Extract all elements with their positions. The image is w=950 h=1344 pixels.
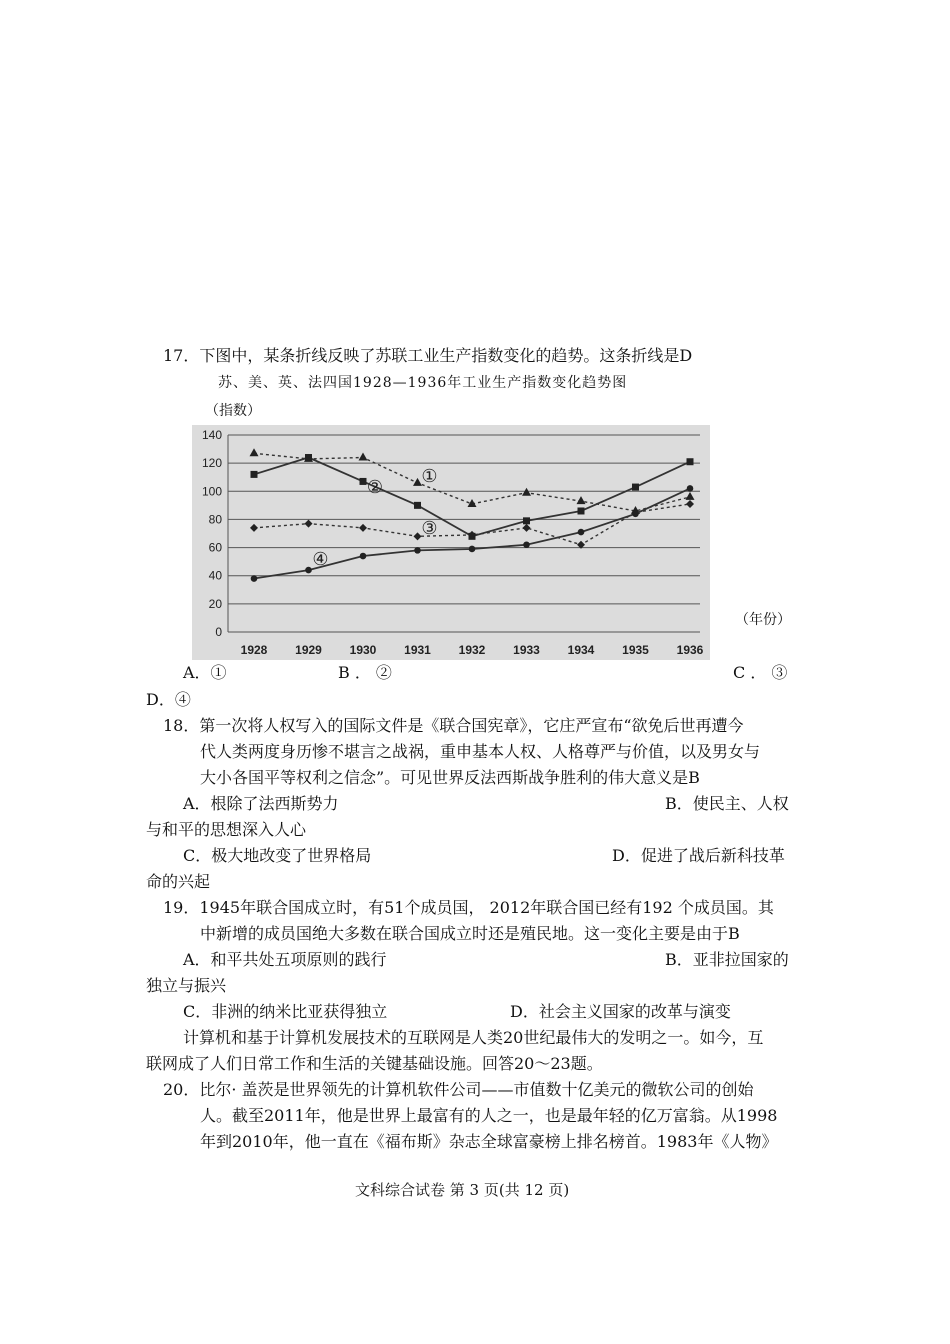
y-tick-label: 120 [201, 456, 222, 471]
q18-line-2: 代人类两度身历惨不堪言之战祸，重申基本人权、人格尊严与价值，以及男女与 [200, 742, 761, 761]
data-point-circle [469, 546, 476, 553]
q17-option-a: A．① [183, 663, 227, 682]
chart-title: 苏、美、英、法四国1928—1936年工业生产指数变化趋势图 [218, 375, 628, 391]
y-tick-label: 20 [208, 596, 222, 611]
data-point-square [305, 454, 312, 461]
series-label: ① [421, 465, 438, 487]
data-point-circle [305, 567, 312, 574]
y-tick-label: 60 [208, 540, 222, 555]
q19-option-b: B．亚非拉国家的 [665, 950, 789, 969]
q18-option-b: B．使民主、人权 [665, 794, 789, 813]
x-tick-label: 1935 [622, 643, 649, 657]
data-point-circle [523, 541, 530, 548]
x-tick-label: 1930 [349, 643, 377, 657]
q19-line-1: 19．1945年联合国成立时，有51个成员国， 2012年联合国已经有192 个成员国。其 [163, 898, 774, 917]
y-tick-label: 100 [201, 484, 222, 499]
data-point-square [687, 458, 694, 465]
q20-line-1: 20．比尔· 盖茨是世界领先的计算机软件公司——市值数十亿美元的微软公司的创始 [163, 1080, 754, 1099]
data-point-square [523, 517, 530, 524]
y-tick-label: 40 [208, 568, 222, 583]
q19-option-a: A．和平共处五项原则的践行 [183, 950, 387, 969]
q18-option-c: C．极大地改变了世界格局 [183, 846, 372, 865]
series-label: ② [366, 477, 384, 499]
x-tick-label: 1929 [295, 643, 322, 657]
series-label: ③ [421, 517, 438, 539]
y-tick-label: 80 [208, 512, 222, 527]
q19-option-d: D．社会主义国家的改革与演变 [510, 1002, 731, 1021]
x-tick-label: 1933 [513, 643, 540, 657]
chart-y-unit: （指数） [205, 403, 261, 419]
x-tick-label: 1932 [458, 643, 486, 657]
q17-option-c: C ． ③ [733, 663, 788, 682]
q19-line-2: 中新增的成员国绝大多数在联合国成立时还是殖民地。这一变化主要是由于B [200, 924, 740, 943]
data-point-circle [578, 529, 585, 536]
x-tick-label: 1931 [404, 643, 431, 657]
q19-option-b-cont: 独立与振兴 [146, 976, 227, 995]
q18-option-a: A．根除了法西斯势力 [183, 794, 339, 813]
q18-option-b-cont: 与和平的思想深入人心 [146, 820, 307, 839]
q17-option-b: B ． ② [338, 663, 392, 682]
q18-option-d: D．促进了战后新科技革 [612, 846, 785, 865]
industrial-index-chart [192, 425, 710, 660]
data-point-square [632, 484, 639, 491]
page-footer: 文科综合试卷 第 3 页(共 12 页) [355, 1181, 570, 1199]
data-point-square [251, 471, 258, 478]
data-point-circle [360, 553, 367, 560]
data-point-square [578, 507, 585, 514]
q20-line-2: 人。截至2011年，他是世界上最富有的人之一，也是最年轻的亿万富翁。从1998 [200, 1106, 778, 1125]
y-tick-label: 140 [201, 428, 222, 442]
chart-background [192, 425, 710, 660]
q17-option-d: D．④ [146, 690, 191, 709]
q17-stem: 17．下图中，某条折线反映了苏联工业生产指数变化的趋势。这条折线是D [163, 346, 693, 365]
q18-line-3: 大小各国平等权利之信念”。可见世界反法西斯战争胜利的伟大意义是B [200, 768, 700, 787]
x-tick-label: 1928 [240, 643, 268, 657]
q18-line-1: 18．第一次将人权写入的国际文件是《联合国宪章》，它庄严宣布“欲免后世再遭今 [163, 716, 744, 735]
q19-option-c: C．非洲的纳米比亚获得独立 [183, 1002, 388, 1021]
data-point-circle [687, 485, 694, 492]
data-point-circle [414, 547, 421, 554]
data-point-square [414, 502, 421, 509]
passage-line-1: 计算机和基于计算机发展技术的互联网是人类20世纪最伟大的发明之一。如今，互 [183, 1028, 764, 1047]
data-point-circle [632, 511, 639, 518]
y-tick-label: 0 [215, 625, 222, 639]
passage-line-2: 联网成了人们日常工作和生活的关键基础设施。回答20～23题。 [146, 1054, 603, 1073]
x-tick-label: 1934 [567, 643, 595, 657]
data-point-square [360, 478, 367, 485]
x-tick-label: 1936 [676, 643, 704, 657]
series-label: ④ [312, 548, 329, 570]
q18-option-d-cont: 命的兴起 [146, 872, 211, 891]
data-point-circle [251, 575, 258, 582]
chart-x-unit: （年份） [735, 612, 791, 628]
q20-line-3: 年到2010年，他一直在《福布斯》杂志全球富豪榜上排名榜首。1983年《人物》 [200, 1132, 778, 1151]
